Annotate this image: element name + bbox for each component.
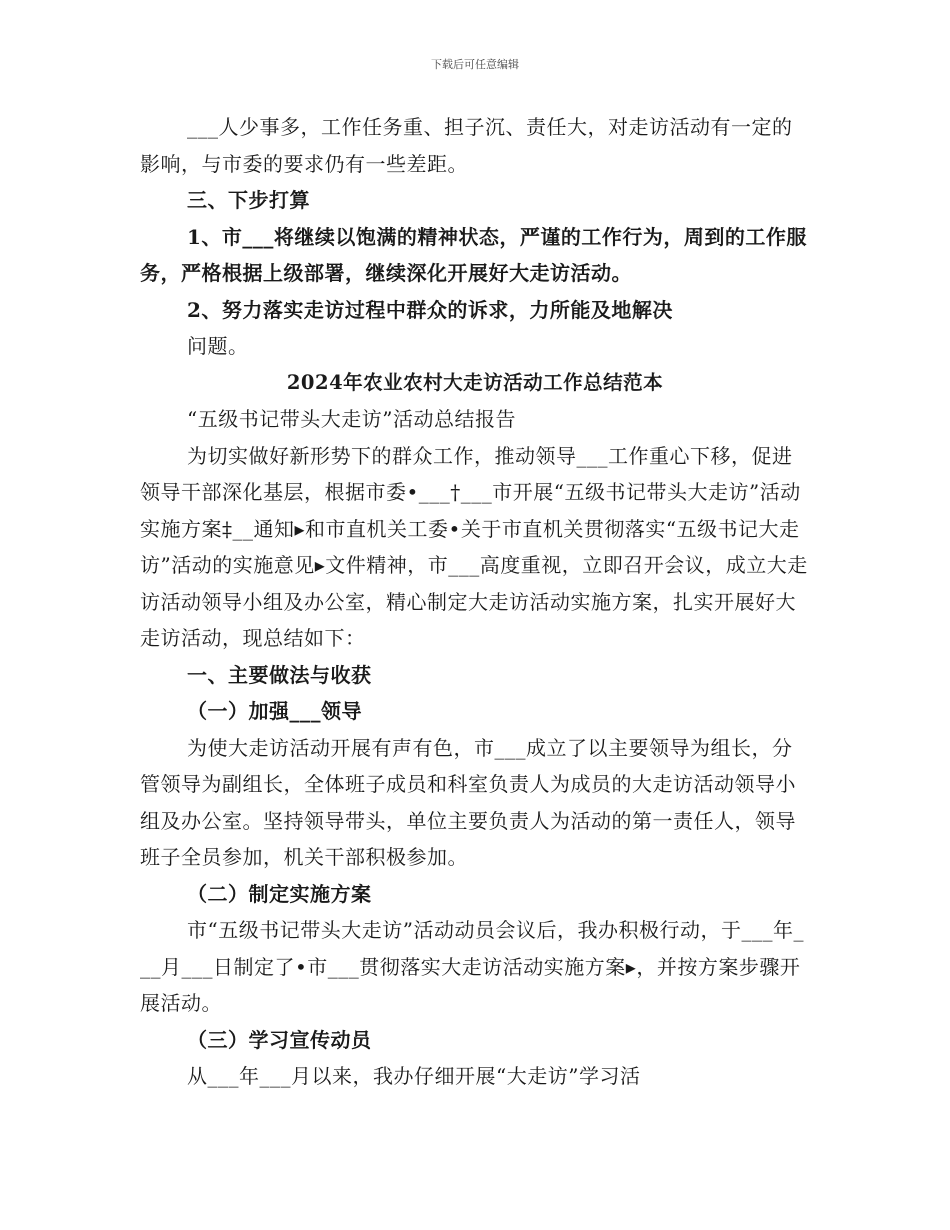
- paragraph: 从___年___月以来，我办仔细开展“大走访”学习活: [187, 1064, 641, 1088]
- subtitle: “五级书记带头大走访”活动总结报告: [187, 407, 516, 431]
- subsection-heading: （三）学习宣传动员: [187, 1027, 372, 1052]
- paragraph: 2、努力落实走访过程中群众的诉求，力所能及地解决: [187, 297, 673, 322]
- paragraph: 为切实做好新形势下的群众工作，推动领导___工作重心下移，促进领导干部深化基层，根据市委•___†___市开展“五级书记带头大走访”活动实施方案‡__通知▸和市直机关工委•关于市直机关贯彻落实“五级书记大走访”活动的实施意见▸文件精神，市___高度重视，立即召开会议，成立大走访活动领导小组及办公室，精心制定大走访活动实施方案，扎实开展好大走访活动，现总结如下：: [140, 443, 808, 650]
- paragraph: 市“五级书记带头大走访”活动动员会议后，我办积极行动，于___年___月___日制定了•市___贯彻落实大走访活动实施方案▸，并按方案步骤开展活动。: [140, 918, 804, 1015]
- document-body: [140, 109, 810, 1095]
- subsection-heading: （二）制定实施方案: [187, 881, 372, 906]
- section-heading: 三、下步打算: [187, 188, 310, 212]
- header-note: 下载后可任意编辑: [431, 58, 519, 71]
- paragraph: 问题。: [187, 334, 249, 358]
- paragraph: ___人少事多，工作任务重、担子沉、责任大，对走访活动有一定的影响，与市委的要求仍有一些差距。: [140, 115, 793, 176]
- paragraph: 为使大走访活动开展有声有色，市___成立了以主要领导为组长，分管领导为副组长，全体班子成员和科室负责人为成员的大走访活动领导小组及办公室。坚持领导带头，单位主要负责人为活动的第一责任人，领导班子全员参加，机关干部积极参加。: [140, 735, 796, 869]
- subsection-heading: （一）加强___领导: [187, 699, 362, 723]
- document-title: 2024年农业农村大走访活动工作总结范本: [286, 370, 664, 394]
- section-heading: 一、主要做法与收获: [187, 662, 372, 687]
- paragraph: 1、市___将继续以饱满的精神状态，严谨的工作行为，周到的工作服务，严格根据上级部署，继续深化开展好大走访活动。: [140, 224, 807, 285]
